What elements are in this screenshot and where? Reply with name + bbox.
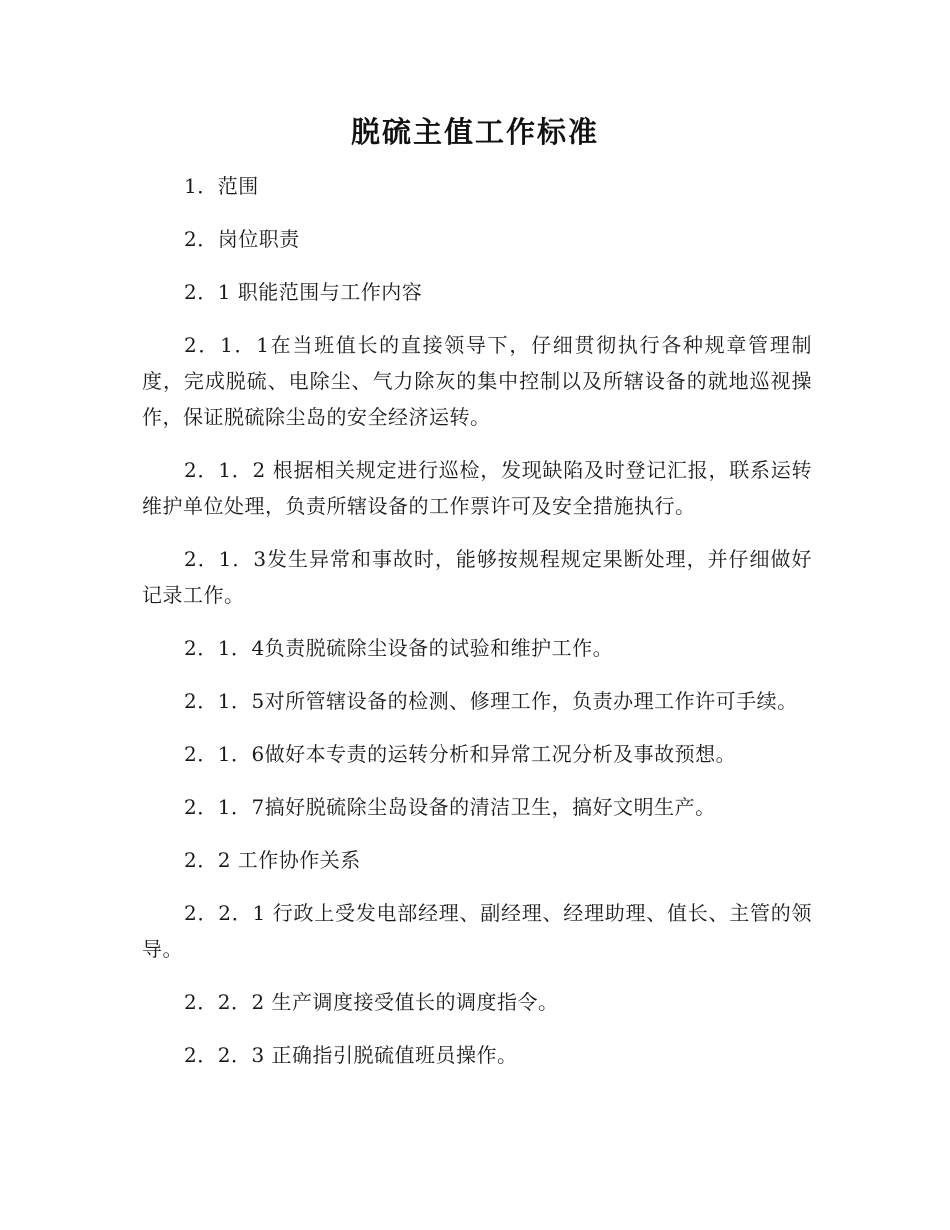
subsection-cooperation: 2．2 工作协作关系	[184, 848, 361, 872]
document-body	[142, 168, 812, 1090]
clause-2-1-4: 2．1．4负责脱硫除尘设备的试验和维护工作。	[184, 636, 614, 660]
clause-2-1-2: 2．1．2 根据相关规定进行巡检，发现缺陷及时登记汇报，联系运转维护单位处理，负责所辖设备的工作票许可及安全措施执行。	[142, 458, 812, 518]
clause-2-1-3: 2．1．3发生异常和事故时，能够按规程规定果断处理，并仔细做好记录工作。	[142, 547, 812, 607]
subsection-functions: 2．1 职能范围与工作内容	[184, 280, 423, 304]
clause-2-1-6: 2．1．6做好本专责的运转分析和异常工况分析及事故预想。	[184, 742, 737, 766]
clause-2-1-7: 2．1．7搞好脱硫除尘岛设备的清洁卫生，搞好文明生产。	[184, 795, 716, 819]
clause-2-2-3: 2．2．3 正确指引脱硫值班员操作。	[184, 1043, 518, 1067]
section-duties: 2．岗位职责	[184, 227, 300, 251]
section-scope: 1．范围	[184, 174, 259, 198]
document-title: 脱硫主值工作标准	[350, 115, 599, 149]
clause-2-1-1: 2．1．1在当班值长的直接领导下，仔细贯彻执行各种规章管理制度，完成脱硫、电除尘、气力除灰的集中控制以及所辖设备的就地巡视操作，保证脱硫除尘岛的安全经济运转。	[142, 333, 812, 429]
clause-2-2-1: 2．2．1 行政上受发电部经理、副经理、经理助理、值长、主管的领导。	[142, 901, 812, 961]
clause-2-2-2: 2．2．2 生产调度接受值长的调度指令。	[184, 990, 559, 1014]
clause-2-1-5: 2．1．5对所管辖设备的检测、修理工作，负责办理工作许可手续。	[184, 689, 798, 713]
